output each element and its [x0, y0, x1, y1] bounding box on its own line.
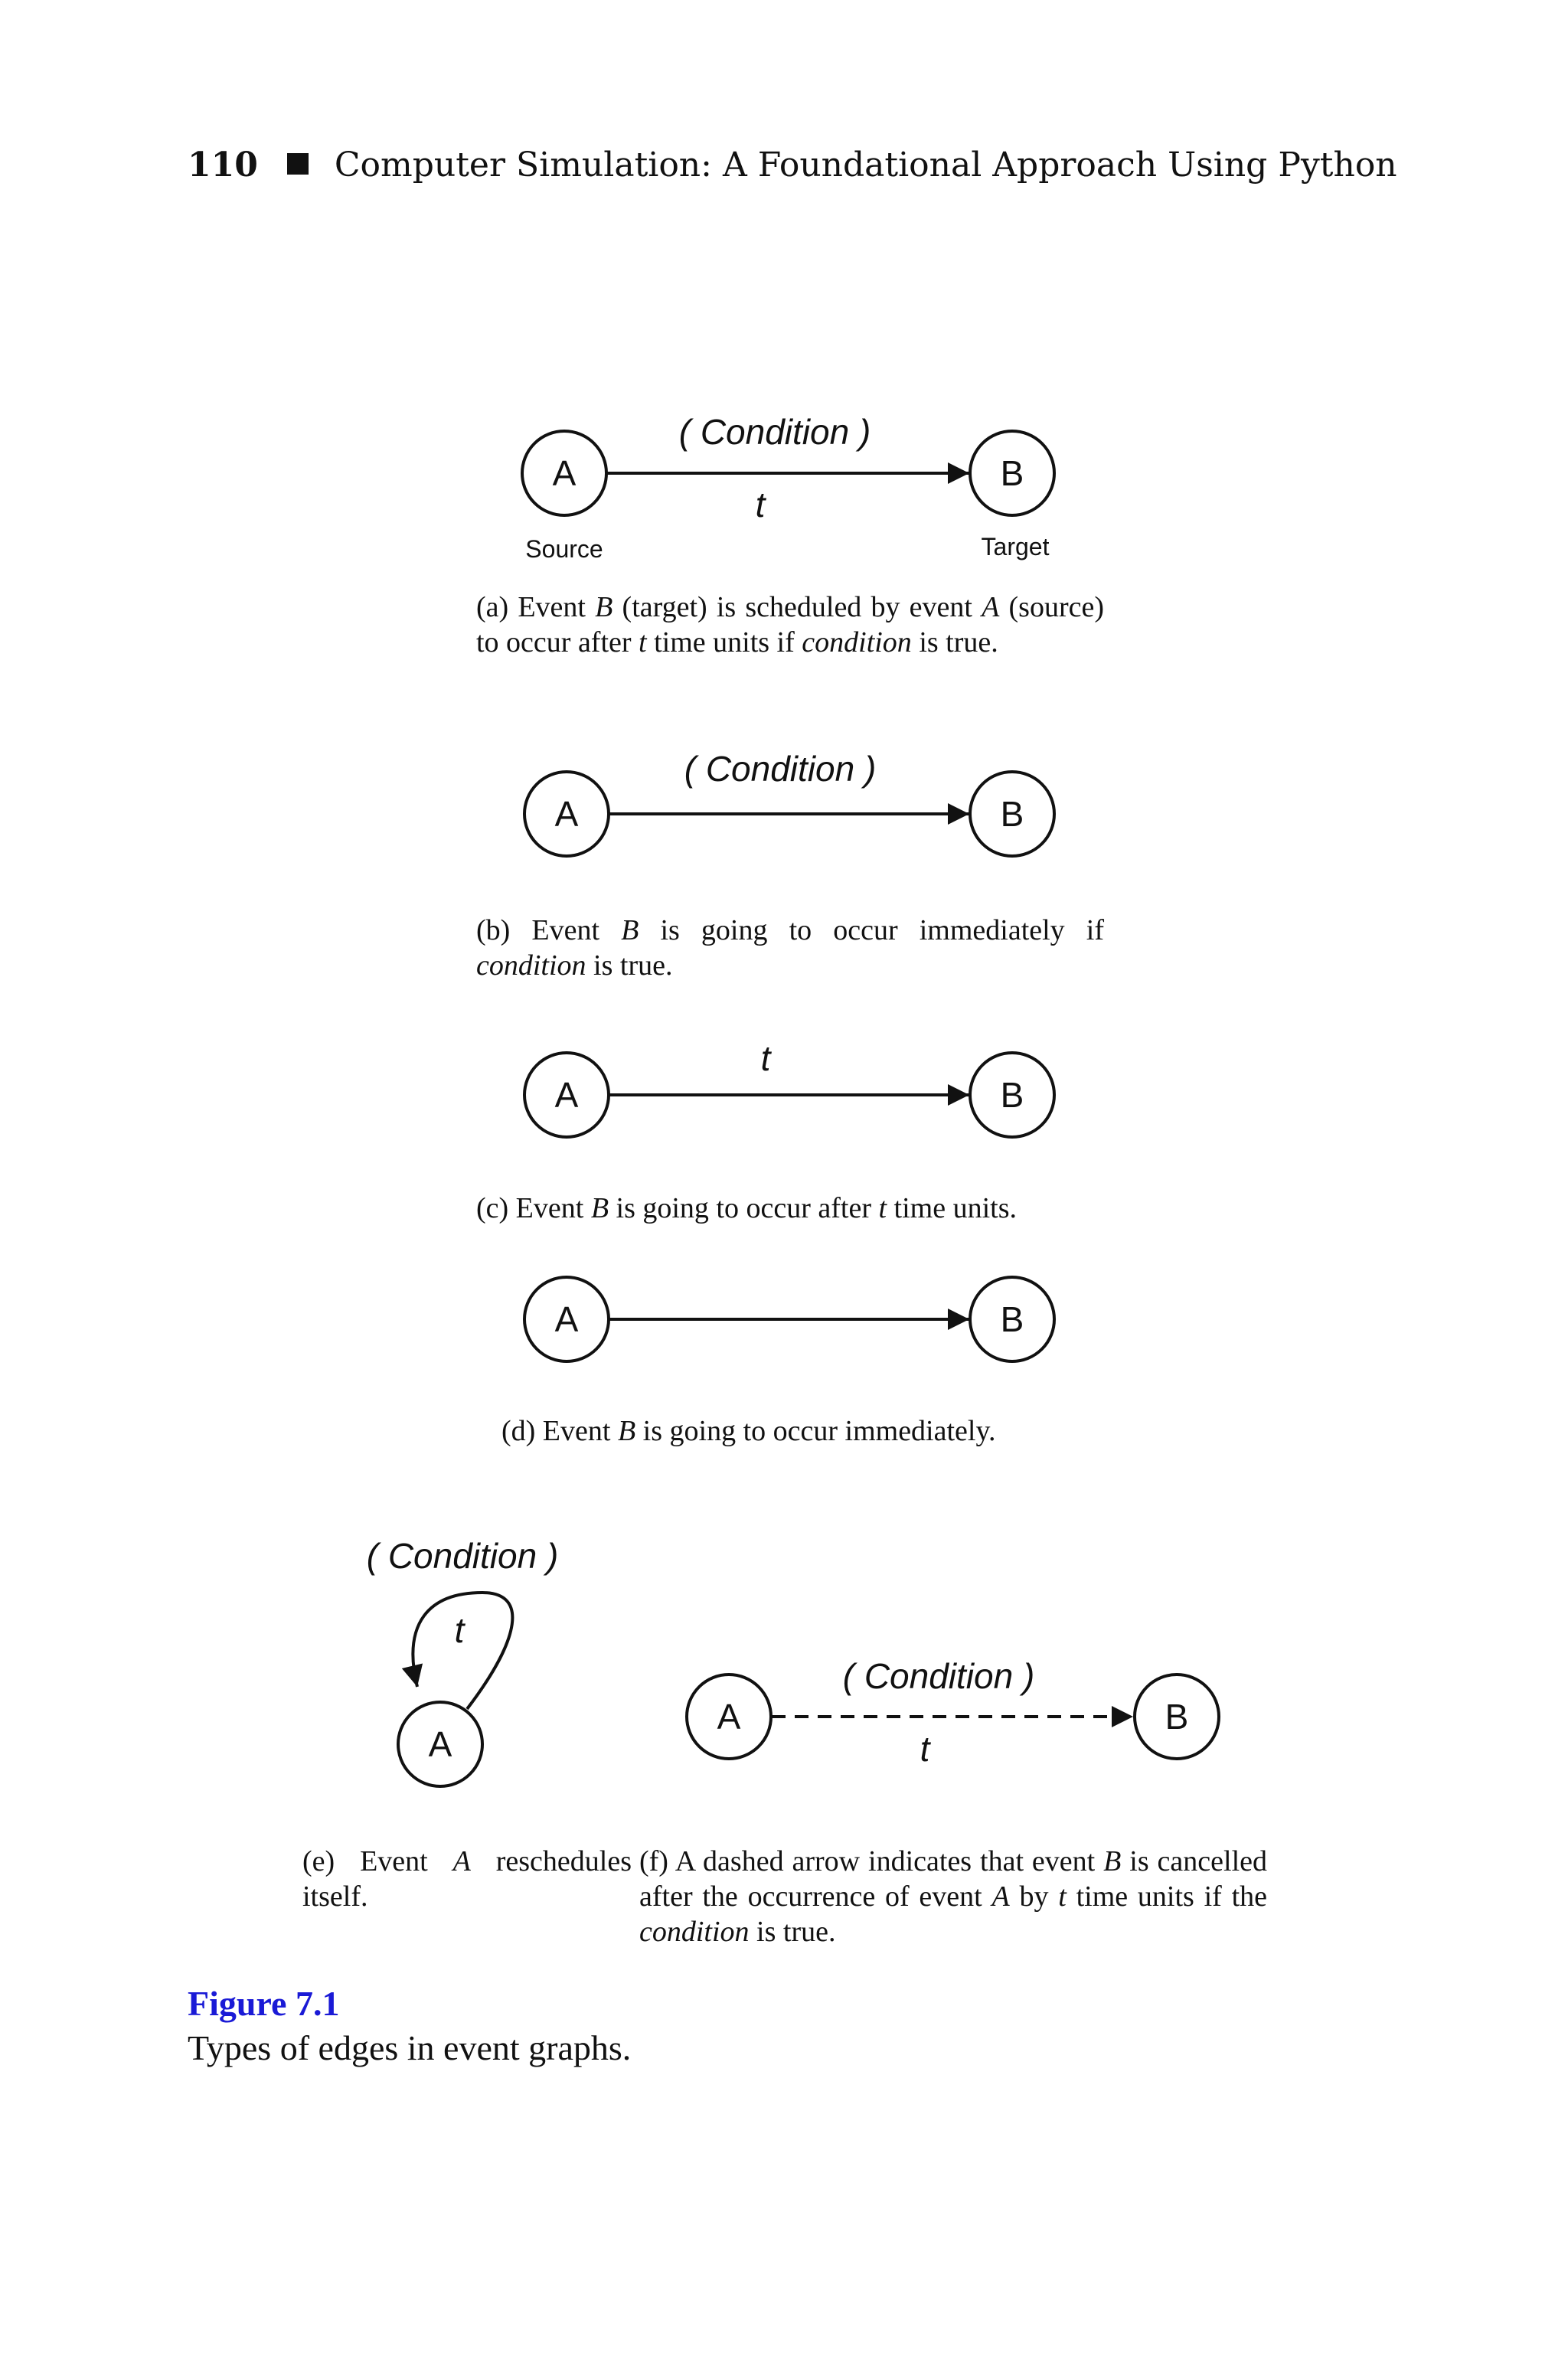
caption-text: is going to occur after: [609, 1192, 879, 1224]
caption-var: B: [617, 1415, 636, 1447]
figure-title: Types of edges in event graphs.: [188, 2028, 632, 2067]
book-title: Computer Simulation: A Foundational Approach Using Python: [334, 145, 1397, 185]
node-b-label: B: [1000, 1299, 1024, 1339]
condition-label: ( Condition ): [366, 1536, 559, 1576]
node-b-label: B: [1000, 794, 1024, 834]
node-b-label: B: [1000, 1075, 1024, 1115]
caption-text: is true.: [911, 626, 998, 658]
source-label: Source: [525, 535, 603, 563]
node-a-label: A: [552, 453, 577, 493]
caption-var: condition: [476, 949, 586, 982]
caption-a: [476, 590, 1104, 660]
caption-f: [639, 1844, 1267, 1949]
caption-c: [476, 1191, 1119, 1226]
caption-var: B: [595, 591, 613, 623]
caption-text: is going to occur immediately if: [639, 914, 1104, 946]
caption-var: t: [1058, 1880, 1067, 1913]
caption-var: B: [590, 1192, 609, 1224]
delay-label: t: [755, 485, 766, 524]
caption-text: is true.: [586, 949, 673, 982]
diagram-f: [687, 1656, 1219, 1769]
caption-d: [501, 1413, 1114, 1449]
caption-var: condition: [639, 1916, 750, 1948]
caption-text: (d) Event: [501, 1415, 618, 1447]
caption-var: B: [1103, 1845, 1122, 1877]
delay-label: t: [920, 1729, 930, 1769]
delay-label: t: [454, 1610, 465, 1650]
caption-text: (b) Event: [476, 914, 622, 946]
caption-text: time units.: [887, 1192, 1017, 1224]
diagram-b: [524, 749, 1054, 856]
caption-var: t: [878, 1192, 887, 1224]
condition-label: ( Condition ): [684, 749, 877, 789]
caption-e: [302, 1844, 632, 1914]
diagram-d: [524, 1277, 1054, 1361]
caption-text: is cancelled after the occurrence of event: [639, 1845, 1267, 1913]
caption-var: A: [452, 1845, 471, 1877]
caption-text: time units if: [646, 626, 802, 658]
caption-text: (e) Event: [302, 1845, 453, 1877]
diagram-a: [522, 412, 1054, 563]
condition-label: ( Condition ): [842, 1656, 1035, 1696]
caption-text: (f) A dashed arrow indicates that event: [639, 1845, 1104, 1877]
caption-text: (source) to occur after: [476, 591, 1104, 658]
caption-text: is going to occur immediately.: [635, 1415, 996, 1447]
caption-text: by: [1009, 1880, 1059, 1913]
node-a-label: A: [717, 1697, 741, 1737]
caption-text: (target) is scheduled by event: [612, 591, 982, 623]
node-b-label: B: [1165, 1697, 1189, 1737]
caption-text: (a) Event: [476, 591, 596, 623]
node-a-label: A: [554, 1075, 579, 1115]
node-a-label: A: [554, 794, 579, 834]
caption-text: (c) Event: [476, 1192, 591, 1224]
figure-label: Figure 7.1: [188, 1984, 340, 2023]
caption-text: reschedules itself.: [302, 1845, 632, 1913]
node-a-label: A: [428, 1724, 452, 1764]
caption-var: condition: [802, 626, 912, 658]
caption-text: time units if the: [1066, 1880, 1268, 1913]
caption-b: [476, 913, 1104, 983]
condition-label: ( Condition ): [678, 412, 871, 452]
node-a-label: A: [554, 1299, 579, 1339]
delay-label: t: [760, 1038, 771, 1078]
caption-var: B: [621, 914, 639, 946]
diagram-e: [367, 1536, 559, 1786]
caption-var: A: [991, 1880, 1010, 1913]
page-number: 110: [188, 145, 258, 185]
target-label: Target: [981, 533, 1050, 560]
caption-var: t: [639, 626, 647, 658]
diagram-c: [524, 1038, 1054, 1137]
node-b-label: B: [1000, 453, 1024, 493]
caption-var: A: [982, 591, 1000, 623]
caption-text: is true.: [749, 1916, 836, 1948]
